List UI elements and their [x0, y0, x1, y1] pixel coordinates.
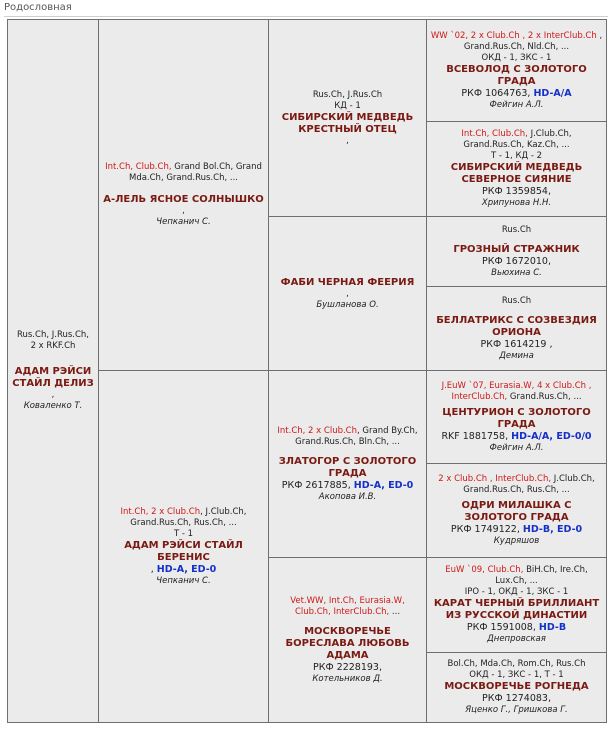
- sss-reg: РКФ 1064763, HD-A/A: [461, 87, 572, 99]
- dds-name[interactable]: КАРАТ ЧЕРНЫЙ БРИЛЛИАНТ ИЗ РУССКОЙ ДИНАСТИИ: [433, 598, 600, 621]
- dss-owner: Фейгин А.Л.: [489, 442, 544, 453]
- ssd-cell: [426, 121, 607, 217]
- sss-owner: Фейгин А.Л.: [489, 99, 544, 110]
- ddd-name[interactable]: МОСКВОРЕЧЬЕ РОГНЕДА: [444, 681, 589, 692]
- ssd-reg: РКФ 1359854,: [481, 186, 551, 197]
- ddd-owner: Яценко Г., Гришкова Г.: [465, 705, 568, 715]
- ddd-titles: Bol.Ch, Mda.Ch, Rom.Ch, Rus.Ch: [447, 659, 586, 669]
- dam-cell: [98, 370, 269, 723]
- dam-health: , HD-A, ED-0: [150, 563, 217, 575]
- dsd-name[interactable]: ОДРИ МИЛАШКА С ЗОЛОТОГО ГРАДА: [461, 500, 572, 523]
- ds-name[interactable]: ЗЛАТОГОР С ЗОЛОТОГО ГРАДА: [278, 455, 417, 479]
- pedigree-header: Родословная: [4, 2, 72, 13]
- dds-owner: Днепровская: [487, 634, 546, 644]
- header-divider: [4, 16, 608, 17]
- dds-extra: IPO - 1, ОКД - 1, ЗКС - 1: [464, 587, 569, 597]
- sss-extra: ОКД - 1, ЗКС - 1: [481, 52, 552, 63]
- sdd-titles: Rus.Ch: [501, 295, 532, 306]
- dog-name[interactable]: АДАМ РЭЙСИ СТАЙЛ ДЕЛИЗ: [12, 366, 94, 389]
- sd-owner: Бушланова О.: [316, 299, 379, 310]
- sdd-name[interactable]: БЕЛЛАТРИКС С СОЗВЕЗДИЯ ОРИОНА: [436, 314, 597, 338]
- dsd-reg: РКФ 1749122, HD-B, ED-0: [450, 524, 583, 535]
- dd-owner: Котельников Д.: [312, 673, 383, 684]
- dog-comma: ,: [51, 390, 55, 400]
- sss-name[interactable]: ВСЕВОЛОД С ЗОЛОТОГО ГРАДА: [446, 63, 587, 87]
- ddd-extra: ОКД - 1, ЗКС - 1, Т - 1: [469, 670, 564, 680]
- sdd-owner: Демина: [499, 350, 534, 361]
- dam-dam-cell: [268, 557, 427, 723]
- dds-cell: [426, 557, 607, 653]
- ssd-titles: Int.Ch, Club.Ch, J.Club.Ch, Grand.Rus.Ch, Kaz.Ch, ...: [461, 129, 572, 150]
- dsd-owner: Кудряшов: [493, 536, 540, 546]
- dam-titles: Int.Ch, 2 x Club.Ch, J.Club.Ch, Grand.Rus.Ch, Rus.Ch, ...: [120, 506, 247, 528]
- ds-owner: Акопова И.В.: [318, 491, 377, 502]
- dss-name[interactable]: ЦЕНТУРИОН С ЗОЛОТОГО ГРАДА: [442, 406, 591, 430]
- ds-titles: Int.Ch, 2 x Club.Ch, Grand By.Ch, Grand.Rus.Ch, Bln.Ch, ...: [277, 425, 418, 447]
- dam-extra: Т - 1: [173, 528, 194, 539]
- dsd-cell: [426, 463, 607, 558]
- dog-titles-2: 2 x RKF.Ch: [30, 341, 76, 351]
- sd-comma: ,: [346, 288, 349, 299]
- ds-reg: РКФ 2617885, HD-A, ED-0: [281, 479, 414, 491]
- sds-reg: РКФ 1672010,: [481, 255, 551, 267]
- ssd-owner: Хрипунова Н.Н.: [481, 198, 552, 208]
- ssd-name[interactable]: СИБИРСКИЙ МЕДВЕДЬ СЕВЕРНОЕ СИЯНИЕ: [450, 162, 583, 185]
- dog-owner: Коваленко Т.: [23, 401, 83, 411]
- dss-titles: J.EuW `07, Eurasia.W, 4 x Club.Ch , InterClub.Ch, Grand.Rus.Ch, ...: [441, 380, 592, 402]
- sds-titles: Rus.Ch: [501, 224, 532, 235]
- sdd-cell: [426, 286, 607, 371]
- ddd-cell: [426, 652, 607, 723]
- ss-name[interactable]: СИБИРСКИЙ МЕДВЕДЬ КРЕСТНЫЙ ОТЕЦ: [281, 111, 414, 135]
- dog-cell: [7, 19, 99, 723]
- ddd-reg: РКФ 1274083,: [481, 693, 551, 704]
- sire-sire-cell: [268, 19, 427, 217]
- sss-cell: [426, 19, 607, 122]
- dd-name[interactable]: МОСКВОРЕЧЬЕ БОРЕСЛАВА ЛЮБОВЬ АДАМА: [285, 625, 410, 661]
- sire-dam-cell: [268, 216, 427, 371]
- dam-owner: Чепканич С.: [156, 575, 211, 586]
- dog-titles-1: Rus.Ch, J.Rus.Ch,: [16, 330, 90, 340]
- dam-name[interactable]: АДАМ РЭЙСИ СТАЙЛ БЕРЕНИС: [124, 539, 243, 563]
- ssd-extra: Т - 1, КД - 2: [490, 151, 543, 161]
- dss-reg: RKF 1881758, HD-A/A, ED-0/0: [441, 430, 592, 442]
- sds-name[interactable]: ГРОЗНЫЙ СТРАЖНИК: [453, 243, 580, 255]
- sdd-reg: РКФ 1614219 ,: [480, 338, 553, 350]
- dss-cell: [426, 370, 607, 464]
- sss-titles: WW `02, 2 x Club.Ch , 2 x InterClub.Ch , Grand.Rus.Ch, Nld.Ch, ...: [430, 30, 603, 52]
- sire-comma: ,: [182, 206, 185, 216]
- ss-titles: Rus.Ch, J.Rus.Ch: [312, 89, 383, 100]
- sd-name[interactable]: ФАБИ ЧЕРНАЯ ФЕЕРИЯ: [280, 276, 415, 288]
- dd-reg: РКФ 2228193,: [312, 661, 382, 673]
- dds-reg: РКФ 1591008, HD-B: [466, 622, 567, 633]
- dd-titles: Vet.WW, Int.Ch, Eurasia.W, Club.Ch, InterClub.Ch, ...: [290, 595, 405, 617]
- ss-extra: КД - 1: [334, 100, 361, 111]
- sire-titles: Int.Ch, Club.Ch, Grand Bol.Ch, Grand Mda.Ch, Grand.Rus.Ch, ...: [105, 162, 262, 183]
- sds-cell: [426, 216, 607, 287]
- dds-titles: EuW `09, Club.Ch, BiH.Ch, Ire.Ch, Lux.Ch, ...: [445, 565, 588, 586]
- dam-sire-cell: [268, 370, 427, 558]
- sire-name[interactable]: А-ЛЕЛЬ ЯСНОЕ СОЛНЫШКО: [103, 194, 264, 205]
- ss-comma: ,: [346, 135, 349, 146]
- sire-owner: Чепканич С.: [156, 217, 211, 227]
- dsd-titles: 2 x Club.Ch , InterClub.Ch, J.Club.Ch, Grand.Rus.Ch, Rus.Ch, ...: [438, 474, 595, 495]
- sire-cell: [98, 19, 269, 371]
- sds-owner: Вьюхина С.: [491, 267, 542, 278]
